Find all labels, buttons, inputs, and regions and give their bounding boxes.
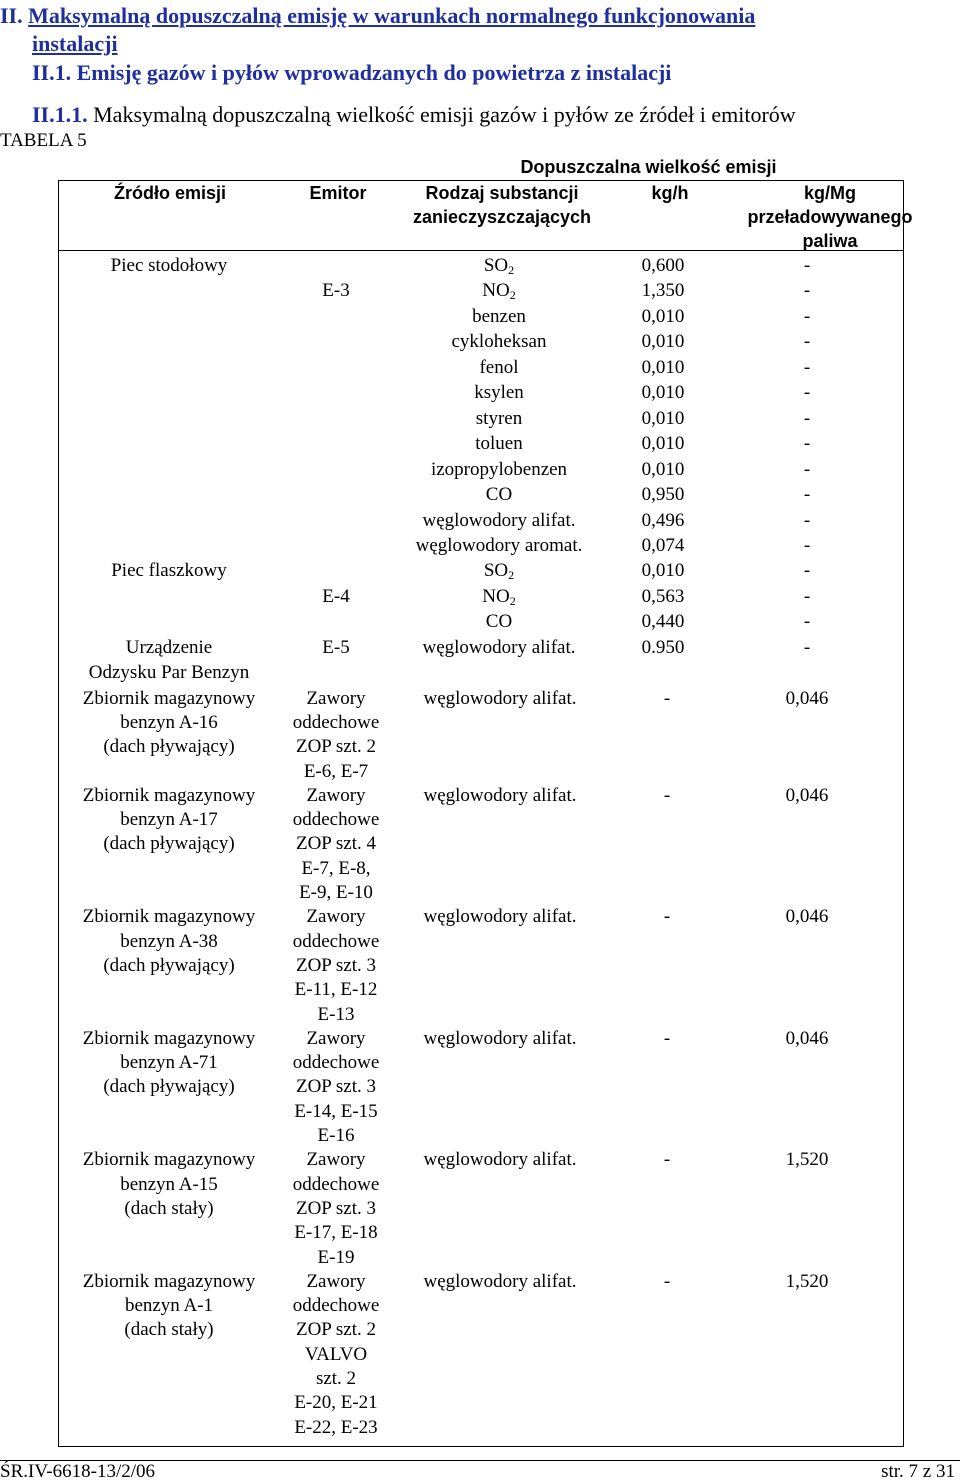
source-cell: (dach pływający): [103, 736, 235, 758]
substance-subscript: 2: [509, 288, 516, 303]
substance-cell: [380, 687, 620, 712]
footer-doc-id: ŚR.IV-6618-13/2/06: [0, 1461, 156, 1482]
substance-cell: [392, 381, 606, 406]
substance-cell: [392, 585, 606, 610]
substance-name: węglowodory aromat.: [415, 534, 583, 556]
source-cell: benzyn A-16: [120, 711, 218, 733]
emitter-cell: E-13: [317, 1003, 355, 1025]
kgmg-cell: -: [803, 433, 811, 455]
emitter-cell: ZOP szt. 4: [295, 833, 377, 855]
source-cell: benzyn A-71: [120, 1052, 218, 1074]
source-cell: Urządzenie: [125, 636, 213, 658]
emitter-cell: oddechowe: [292, 1295, 380, 1317]
table-left-border: [58, 180, 59, 1447]
substance-cell: [392, 305, 606, 330]
emitter-cell: szt. 2: [315, 1368, 357, 1390]
kgh-cell: 1,350: [641, 280, 685, 302]
substance-cell: [392, 432, 606, 457]
kgh-cell: 0,950: [641, 484, 685, 506]
section-heading-text: Maksymalną dopuszczalną emisję w warunkach normalnego funkcjonowania: [28, 3, 756, 28]
header-substance-line1: Rodzaj substancji: [425, 183, 579, 203]
header-kgmg-line2: przeładowywanego: [747, 207, 913, 227]
substance-name: ksylen: [474, 382, 524, 404]
kgh-cell: 0,010: [641, 560, 685, 582]
header-substance: [394, 181, 610, 229]
emitter-cell: ZOP szt. 3: [295, 954, 377, 976]
source-cell: Zbiornik magazynowy: [82, 1027, 256, 1049]
header-kgmg-line3: paliwa: [802, 231, 858, 251]
kgmg-cell: 0,046: [785, 906, 829, 928]
header-substance-line2: zanieczyszczających: [412, 207, 592, 227]
emitter-cell: oddechowe: [292, 809, 380, 831]
emitter-cell: E-19: [317, 1246, 355, 1268]
emitter-cell: E-4: [322, 585, 350, 607]
kgmg-cell: 0,046: [785, 687, 829, 709]
kgmg-cell: -: [803, 560, 811, 582]
emitter-cell: E-20, E-21: [294, 1392, 378, 1414]
source-cell: (dach stały): [124, 1319, 214, 1341]
substance-subscript: 2: [509, 593, 516, 608]
source-cell: Zbiornik magazynowy: [82, 784, 256, 806]
substance-cell: [392, 279, 606, 304]
subsubsection-number: II.1.1.: [32, 102, 88, 127]
kgmg-cell: -: [803, 636, 811, 658]
substance-cell: [392, 610, 606, 635]
kgh-cell: 0,600: [641, 255, 685, 276]
header-permissible-emission: Dopuszczalna wielkość emisji: [520, 157, 777, 177]
emitter-cell: ZOP szt. 3: [295, 1197, 377, 1219]
kgmg-cell: 1,520: [785, 1270, 829, 1292]
substance-name: węglowodory alifat.: [423, 784, 577, 806]
source-cell: Zbiornik magazynowy: [82, 1270, 256, 1292]
source-cell: Piec stodołowy: [110, 255, 228, 276]
substance-cell: [392, 330, 606, 355]
kgh-cell: 0,010: [641, 331, 685, 353]
emitter-cell: Zawory: [306, 1027, 366, 1049]
kgh-cell: -: [663, 1270, 671, 1292]
substance-name: NO: [482, 585, 510, 607]
emitter-cell: E-16: [317, 1125, 355, 1147]
substance-cell: [392, 458, 606, 483]
emitter-cell: Zawory: [306, 687, 366, 709]
substance-name: styren: [475, 407, 523, 429]
kgh-cell: 0,010: [641, 433, 685, 455]
kgmg-cell: -: [803, 585, 811, 607]
substance-cell: [392, 407, 606, 432]
substance-cell: [380, 1270, 620, 1295]
substance-name: SO: [483, 560, 509, 582]
emitter-cell: E-22, E-23: [294, 1416, 378, 1438]
substance-cell: [392, 356, 606, 381]
substance-name: węglowodory alifat.: [422, 636, 576, 658]
header-kgmg-line1: kg/Mg: [804, 183, 856, 203]
kgmg-cell: -: [803, 407, 811, 429]
substance-name: węglowodory alifat.: [423, 687, 577, 709]
substance-cell: [380, 1027, 620, 1052]
substance-name: węglowodory alifat.: [423, 1027, 577, 1049]
emitter-cell: E-11, E-12: [294, 979, 378, 1001]
source-cell: benzyn A-1: [124, 1295, 214, 1317]
source-cell: benzyn A-17: [120, 809, 218, 831]
substance-name: CO: [485, 484, 513, 506]
source-cell: benzyn A-38: [120, 930, 218, 952]
kgh-cell: 0,010: [641, 458, 685, 480]
emitter-cell: VALVO: [304, 1343, 368, 1365]
substance-name: NO: [482, 280, 510, 302]
source-cell: (dach pływający): [103, 1076, 235, 1098]
table-right-border: [903, 180, 904, 1447]
kgmg-cell: -: [803, 611, 811, 633]
footer-page-number: str. 7 z 31: [881, 1461, 955, 1482]
kgmg-cell: -: [803, 534, 811, 556]
emitter-cell: E-17, E-18: [294, 1222, 378, 1244]
table-bottom-border: [58, 1446, 904, 1447]
emitter-cell: oddechowe: [292, 1173, 380, 1195]
header-emitter: Emitor: [309, 183, 367, 203]
kgh-cell: 0,010: [641, 305, 685, 327]
substance-name: węglowodory alifat.: [423, 1270, 577, 1292]
kgh-cell: -: [663, 1027, 671, 1049]
kgh-cell: 0,010: [641, 382, 685, 404]
substance-cell: [380, 784, 620, 809]
kgmg-cell: 0,046: [785, 784, 829, 806]
emitter-cell: oddechowe: [292, 930, 380, 952]
source-cell: (dach pływający): [103, 833, 235, 855]
substance-name: fenol: [479, 356, 519, 378]
kgh-cell: -: [663, 1149, 671, 1171]
emitter-cell: E-5: [322, 636, 350, 658]
emitter-cell: Zawory: [306, 906, 366, 928]
header-kgh: kg/h: [651, 183, 689, 203]
source-cell: (dach pływający): [103, 954, 235, 976]
kgh-cell: 0,440: [641, 611, 685, 633]
kgh-cell: 0,074: [641, 534, 685, 556]
emitter-cell: oddechowe: [292, 1052, 380, 1074]
kgh-cell: 0,010: [641, 356, 685, 378]
emitter-cell: Zawory: [306, 784, 366, 806]
substance-name: węglowodory alifat.: [423, 906, 577, 928]
substance-name: cykloheksan: [451, 331, 547, 353]
substance-cell: [392, 534, 606, 559]
emitter-cell: E-9, E-10: [299, 882, 373, 904]
substance-cell: [392, 636, 606, 661]
kgh-cell: 0.950: [641, 636, 685, 658]
substance-cell: [392, 254, 606, 279]
substance-name: toluen: [475, 433, 523, 455]
substance-subscript: 2: [508, 263, 515, 277]
emitter-cell: oddechowe: [292, 711, 380, 733]
substance-cell: [380, 1148, 620, 1173]
emitter-cell: E-6, E-7: [303, 760, 369, 782]
section-heading-number: II.: [0, 3, 23, 28]
substance-cell: [392, 509, 606, 534]
kgmg-cell: -: [803, 382, 811, 404]
source-cell: Zbiornik magazynowy: [82, 1149, 256, 1171]
kgmg-cell: -: [803, 484, 811, 506]
kgmg-cell: -: [803, 255, 811, 276]
subsection-number: II.1.: [32, 60, 72, 85]
emitter-cell: E-3: [322, 280, 350, 302]
emitter-cell: E-14, E-15: [294, 1100, 378, 1122]
header-kgmg: [730, 181, 930, 253]
emitter-cell: E-7, E-8,: [301, 857, 371, 879]
emitter-cell: ZOP szt. 2: [295, 736, 377, 758]
kgh-cell: 0,563: [641, 585, 685, 607]
emitter-cell: Zawory: [306, 1270, 366, 1292]
substance-name: izopropylobenzen: [430, 458, 568, 480]
kgmg-cell: -: [803, 305, 811, 327]
kgmg-cell: -: [803, 331, 811, 353]
source-cell: Piec flaszkowy: [111, 560, 227, 582]
substance-cell: [392, 559, 606, 584]
source-cell: Zbiornik magazynowy: [82, 687, 256, 709]
kgh-cell: 0,010: [641, 407, 685, 429]
kgmg-cell: -: [803, 280, 811, 302]
table-label: TABELA 5: [0, 130, 87, 151]
kgh-cell: -: [663, 906, 671, 928]
subsubsection-text: Maksymalną dopuszczalną wielkość emisji gazów i pyłów ze źródeł i emitorów: [93, 102, 796, 127]
header-source: Źródło emisji: [113, 183, 227, 203]
kgmg-cell: -: [803, 356, 811, 378]
kgh-cell: 0,496: [641, 509, 685, 531]
substance-cell: [380, 905, 620, 930]
emitter-cell: ZOP szt. 3: [295, 1076, 377, 1098]
substance-subscript: 2: [508, 568, 515, 583]
substance-name: CO: [485, 611, 513, 633]
source-cell: Zbiornik magazynowy: [82, 906, 256, 928]
kgmg-cell: 1,520: [785, 1149, 829, 1171]
source-cell: Odzysku Par Benzyn: [88, 662, 250, 684]
kgh-cell: -: [663, 687, 671, 709]
source-cell: (dach stały): [124, 1197, 214, 1219]
section-heading-text-2: instalacji: [32, 31, 118, 56]
kgmg-cell: -: [803, 458, 811, 480]
subsection-text: Emisję gazów i pyłów wprowadzanych do powietrza z instalacji: [76, 60, 672, 85]
kgh-cell: -: [663, 784, 671, 806]
substance-name: węglowodory alifat.: [422, 509, 576, 531]
substance-name: benzen: [472, 305, 526, 327]
substance-name: SO: [483, 255, 509, 276]
substance-cell: [392, 483, 606, 508]
kgmg-cell: 0,046: [785, 1027, 829, 1049]
emitter-cell: Zawory: [306, 1149, 366, 1171]
source-cell: benzyn A-15: [120, 1173, 218, 1195]
substance-name: węglowodory alifat.: [423, 1149, 577, 1171]
emitter-cell: ZOP szt. 2: [295, 1319, 377, 1341]
kgmg-cell: -: [803, 509, 811, 531]
